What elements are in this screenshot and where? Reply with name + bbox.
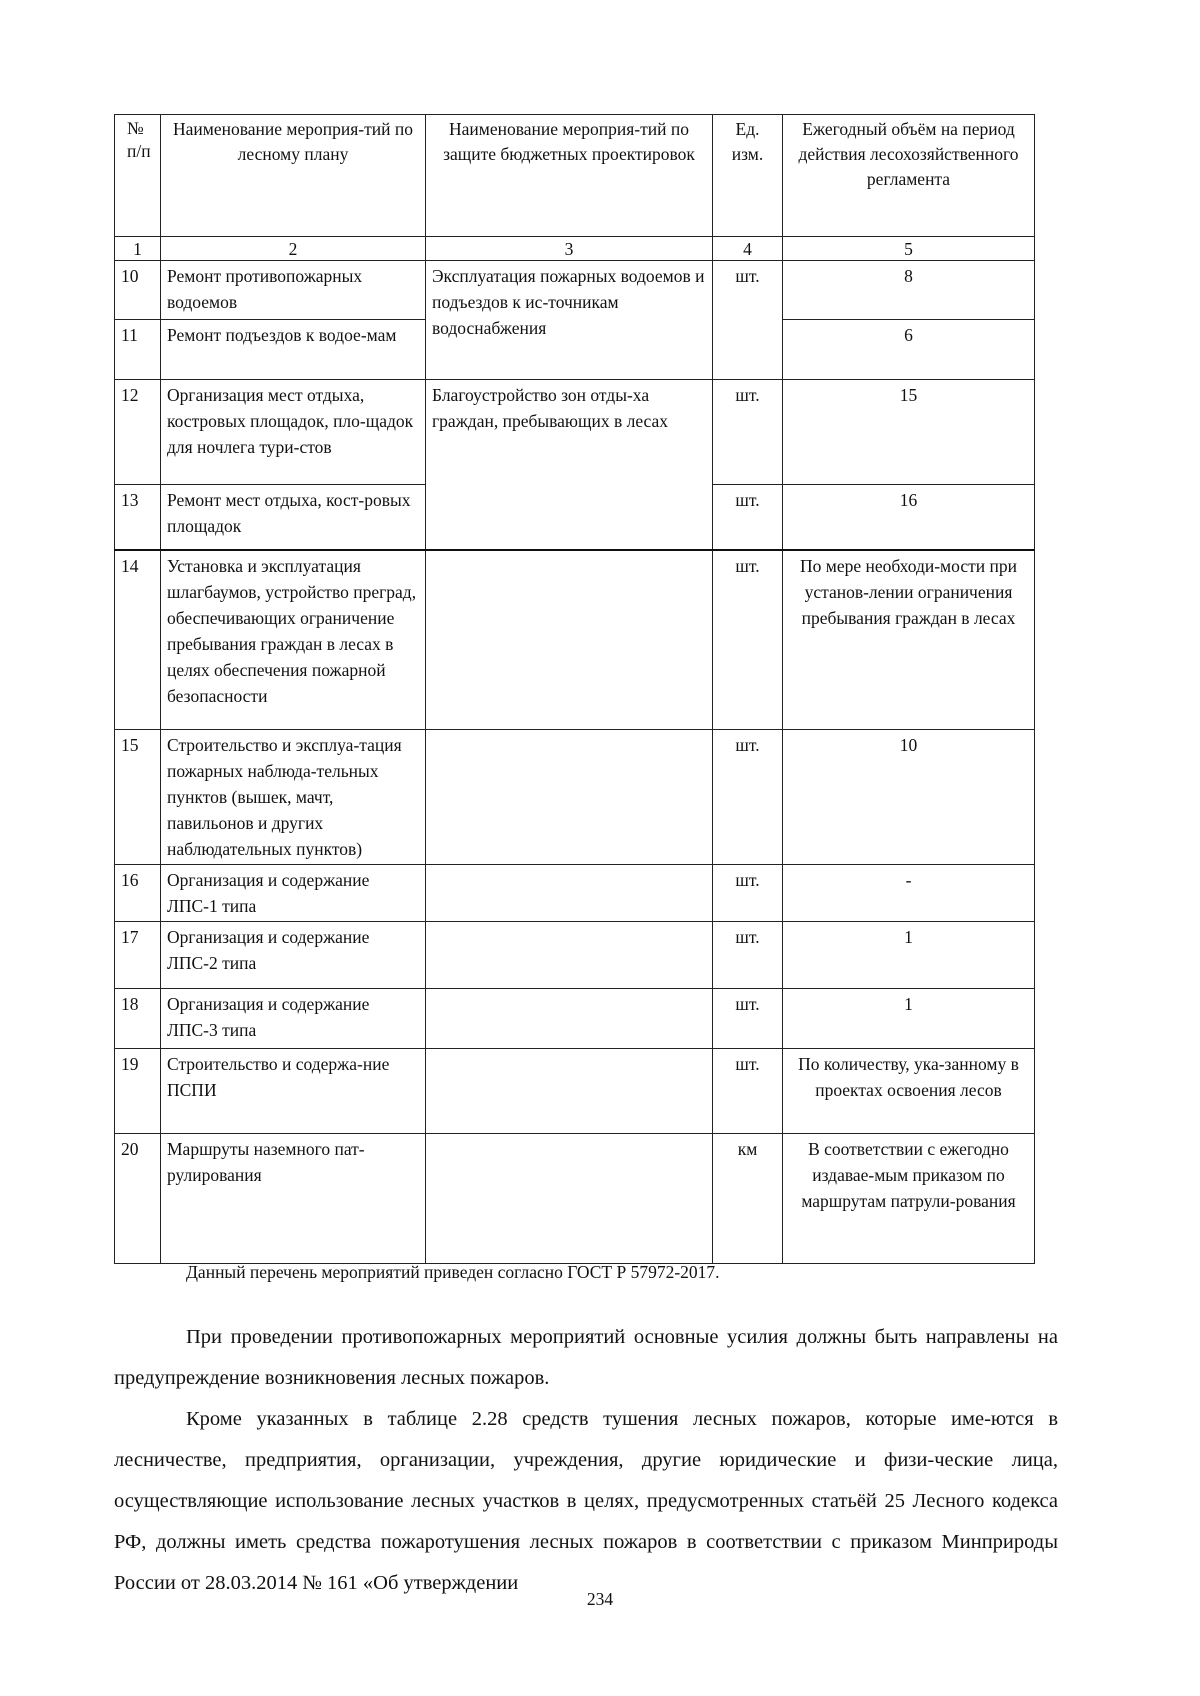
measure-name: Организация мест отдыха, костровых площадок, пло-щадок для ночлега тури-стов	[161, 380, 426, 485]
unit-cell: шт.	[713, 261, 783, 380]
volume-cell: 10	[783, 730, 1035, 865]
table-header	[115, 115, 1035, 261]
volume-cell: 6	[783, 320, 1035, 380]
measure-name: Установка и эксплуатация шлагбаумов, устройство преград, обеспечивающих ограничение пребывания граждан в лесах в целях обеспечения пожарной безопасности	[161, 550, 426, 730]
volume-cell: 8	[783, 261, 1035, 320]
body-paragraph: Кроме указанных в таблице 2.28 средств тушения лесных пожаров, которые име-ются в лесничестве, предприятия, организации, учреждения, другие юридические и физи-ческие лица, осуществляющие использование лесных участков в целях, предусмотренных статьёй 25 Лесного кодекса РФ, должны иметь средства пожаротушения лесных пожаров в соответствии с приказом Минприроды России от 28.03.2014 № 161 «Об утверждении	[114, 1407, 1058, 1594]
measure-name: Ремонт мест отдыха, кост-ровых площадок	[161, 485, 426, 550]
header-forest-plan: Наименование мероприя-тий по лесному плану	[161, 115, 426, 237]
measure-name: Маршруты наземного пат-рулирования	[161, 1134, 426, 1264]
budget-measure	[426, 865, 713, 922]
measure-name: Организация и содержание ЛПС-1 типа	[161, 865, 426, 922]
page-number: 234	[586, 1589, 614, 1609]
unit-cell: шт.	[713, 730, 783, 865]
table-row	[115, 865, 1035, 922]
measure-name: Организация и содержание ЛПС-2 типа	[161, 922, 426, 989]
budget-measure: Эксплуатация пожарных водоемов и подъездов к ис-точникам водоснабжения	[426, 261, 713, 380]
row-number: 14	[115, 550, 161, 730]
row-number: 12	[115, 380, 161, 485]
table-row	[115, 989, 1035, 1049]
column-number: 5	[783, 237, 1035, 261]
table-row	[115, 261, 1035, 320]
volume-cell: В соответствии с ежегодно издавае-мым приказом по маршрутам патрули-рования	[783, 1134, 1035, 1264]
header-unit: Ед. изм.	[713, 115, 783, 237]
measure-name: Строительство и содержа-ние ПСПИ	[161, 1049, 426, 1134]
table-row	[115, 922, 1035, 989]
volume-cell: 15	[783, 380, 1035, 485]
unit-cell: шт.	[713, 550, 783, 730]
volume-cell: 16	[783, 485, 1035, 550]
column-number: 2	[161, 237, 426, 261]
table-row	[115, 380, 1035, 485]
row-number: 13	[115, 485, 161, 550]
volume-cell: 1	[783, 922, 1035, 989]
header-budget: Наименование мероприя-тий по защите бюджетных проектировок	[426, 115, 713, 237]
measure-name: Строительство и эксплуа-тация пожарных наблюда-тельных пунктов (вышек, мачт, павильонов и других наблюдательных пунктов)	[161, 730, 426, 865]
row-number: 17	[115, 922, 161, 989]
row-number: 18	[115, 989, 161, 1049]
row-number: 15	[115, 730, 161, 865]
volume-cell: 1	[783, 989, 1035, 1049]
unit-cell: шт.	[713, 922, 783, 989]
budget-measure	[426, 1134, 713, 1264]
fire-measures-table	[114, 114, 1035, 1264]
table-row	[115, 730, 1035, 865]
row-number: 11	[115, 320, 161, 380]
measure-name: Ремонт подъездов к водое-мам	[161, 320, 426, 380]
volume-cell: По мере необходи-мости при установ-лении ограничения пребывания граждан в лесах	[783, 550, 1035, 730]
budget-measure	[426, 922, 713, 989]
volume-cell: По количеству, ука-занному в проектах освоения лесов	[783, 1049, 1035, 1134]
unit-cell: км	[713, 1134, 783, 1264]
row-number: 19	[115, 1049, 161, 1134]
budget-measure	[426, 550, 713, 730]
row-number: 10	[115, 261, 161, 320]
table-row	[115, 1049, 1035, 1134]
unit-cell: шт.	[713, 485, 783, 550]
body-paragraph: При проведении противопожарных мероприятий основные усилия должны быть направлены на предупреждение возникновения лесных пожаров.	[114, 1325, 1058, 1389]
budget-measure	[426, 989, 713, 1049]
budget-measure	[426, 730, 713, 865]
measure-name: Ремонт противопожарных водоемов	[161, 261, 426, 320]
column-number: 1	[115, 237, 161, 261]
unit-cell: шт.	[713, 989, 783, 1049]
budget-measure	[426, 1049, 713, 1134]
column-number: 3	[426, 237, 713, 261]
unit-cell: шт.	[713, 1049, 783, 1134]
row-number: 16	[115, 865, 161, 922]
header-num: № п/п	[115, 115, 161, 237]
column-number: 4	[713, 237, 783, 261]
table-row	[115, 550, 1035, 730]
unit-cell: шт.	[713, 380, 783, 485]
volume-cell: -	[783, 865, 1035, 922]
table-row	[115, 1134, 1035, 1264]
measure-name: Организация и содержание ЛПС-3 типа	[161, 989, 426, 1049]
row-number: 20	[115, 1134, 161, 1264]
unit-cell: шт.	[713, 865, 783, 922]
header-volume: Ежегодный объём на период действия лесохозяйственного регламента	[783, 115, 1035, 237]
table-source-note: Данный перечень мероприятий приведен согласно ГОСТ Р 57972-2017.	[186, 1262, 720, 1282]
budget-measure: Благоустройство зон отды-ха граждан, пребывающих в лесах	[426, 380, 713, 550]
